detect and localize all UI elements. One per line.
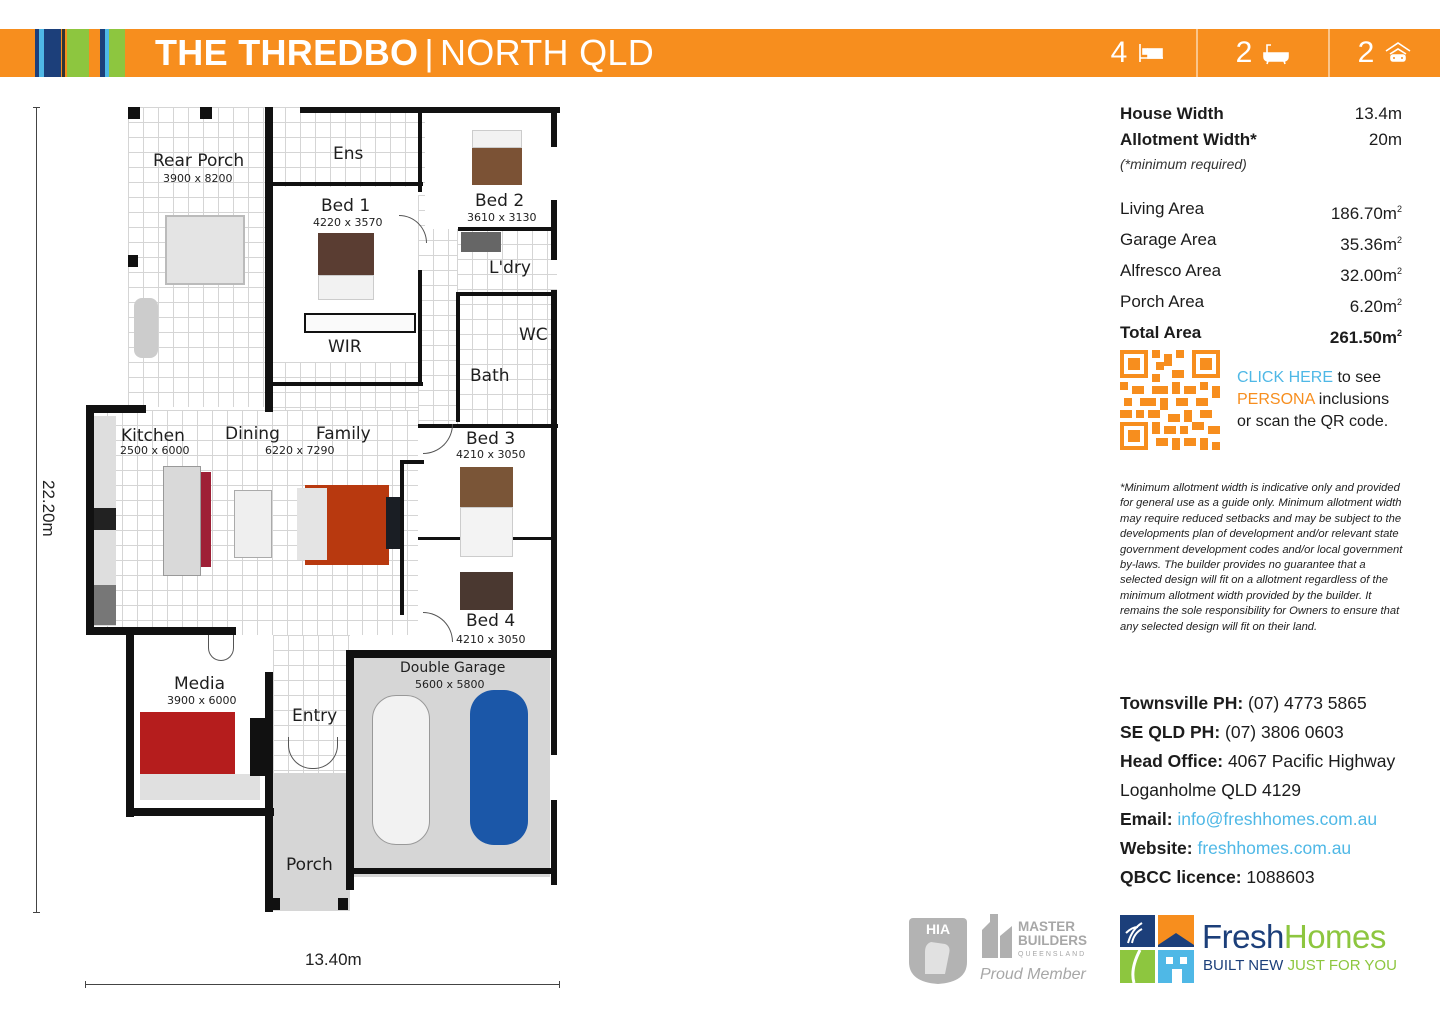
room-laundry: L'dry [489, 258, 531, 278]
room-garage: Double Garage [400, 660, 506, 676]
email-link[interactable]: info@freshhomes.com.au [1177, 809, 1378, 829]
click-here-link[interactable]: CLICK HERE [1237, 369, 1334, 386]
room-rear-porch-dims: 3900 x 8200 [163, 172, 233, 185]
family-tv [386, 497, 400, 549]
allotment-width-value: 20m [1368, 130, 1402, 149]
area-row-alfresco [1120, 258, 1402, 289]
design-name: THE THREDBO [155, 32, 419, 73]
room-bath: Bath [470, 366, 510, 386]
area-row-porch [1120, 289, 1402, 320]
area-label: Alfresco Area [1120, 261, 1222, 280]
allotment-width-label: Allotment Width* [1120, 130, 1257, 149]
area-table [1120, 196, 1402, 351]
total-area-value: $261.50m^2$ [1329, 328, 1402, 347]
stat-bedrooms [1080, 29, 1196, 77]
room-entry: Entry [292, 706, 338, 726]
area-row-garage [1120, 227, 1402, 258]
bed-icon [1137, 41, 1165, 65]
stat-bathrooms [1196, 29, 1328, 77]
room-kitchen: Kitchen [121, 426, 185, 446]
area-value: $35.36m^2$ [1340, 235, 1402, 254]
fresh-homes-tagline: BUILT NEW JUST FOR YOU [1203, 957, 1397, 974]
fresh-homes-logo-icon [1120, 915, 1194, 983]
media-rug [140, 712, 235, 774]
area-value: $186.70m^2$ [1330, 204, 1402, 223]
svg-text:HIA: HIA [925, 921, 951, 937]
townsville-phone: Townsville PH: (07) 4773 5865 [1120, 693, 1367, 713]
bathrooms-count: 2 [1235, 36, 1253, 69]
dimensions-summary [1120, 101, 1402, 175]
laundry-machine [461, 232, 501, 252]
head-office: Head Office: 4067 Pacific Highway [1120, 751, 1396, 771]
blue-car [470, 690, 528, 845]
white-car [372, 695, 430, 845]
family-sofa [297, 488, 327, 560]
house-width-label: House Width [1120, 104, 1224, 123]
porch-floor [270, 773, 350, 911]
master-builders-logo: MASTER BUILDERS QUEENSLAND Proud Member [980, 914, 1090, 990]
bed4-bed [460, 572, 513, 610]
room-bed4-dims: 4210 x 3050 [456, 633, 526, 646]
room-bed3: Bed 3 [466, 429, 516, 449]
room-ensuite: Ens [333, 144, 364, 164]
room-bed2: Bed 2 [475, 191, 525, 211]
allotment-note: (*minimum required) [1120, 156, 1247, 172]
room-bed1-dims: 4220 x 3570 [313, 216, 383, 229]
width-dimension-line [85, 984, 560, 985]
garage-car-icon [1384, 41, 1412, 65]
contact-details [1120, 689, 1420, 892]
room-bed4: Bed 4 [466, 611, 516, 631]
room-media: Media [174, 674, 226, 694]
master-builders-icon [980, 914, 1014, 958]
persona-text: PERSONA [1237, 391, 1315, 408]
stat-garage [1328, 29, 1440, 77]
wir-shelving [304, 313, 416, 333]
title-bar [0, 29, 1440, 77]
area-value: $6.20m^2$ [1349, 297, 1402, 316]
room-rear-porch: Rear Porch [153, 151, 245, 171]
qr-caption: CLICK HERE to see PERSONA inclusions or scan the QR code. [1237, 369, 1390, 430]
qbcc-row: QBCC licence: 1088603 [1120, 867, 1315, 887]
area-label: Porch Area [1120, 292, 1205, 311]
website-row: Website: freshhomes.com.au [1120, 838, 1352, 858]
area-row-total [1120, 320, 1402, 351]
total-area-label: Total Area [1120, 323, 1202, 342]
room-bed1: Bed 1 [321, 196, 371, 216]
room-garage-dims: 5600 x 5800 [415, 678, 485, 691]
dining-table [234, 490, 272, 558]
rear-porch-bbq [134, 298, 158, 358]
depth-dimension: 22.20m [39, 480, 58, 537]
cooktop [94, 508, 116, 530]
qr-code[interactable] [1120, 350, 1220, 450]
media-sofa [140, 774, 260, 800]
room-wir: WIR [328, 337, 362, 357]
email-row: Email: info@freshhomes.com.au [1120, 809, 1378, 829]
room-bed3-dims: 4210 x 3050 [456, 448, 526, 461]
brand-stripes [35, 29, 125, 77]
media-tv [250, 718, 270, 776]
bed2-bed [472, 147, 522, 185]
fresh-homes-wordmark: FreshHomes [1202, 918, 1386, 955]
bar-stools [201, 472, 211, 567]
room-wc: WC [519, 325, 548, 345]
room-dining: Dining [225, 424, 280, 444]
head-office-line2: Loganholme QLD 4129 [1120, 780, 1301, 800]
room-media-dims: 3900 x 6000 [167, 694, 237, 707]
room-bed2-dims: 3610 x 3130 [467, 211, 537, 224]
area-value: $32.00m^2$ [1340, 266, 1402, 285]
house-width-value: 13.4m [1354, 104, 1402, 123]
room-kitchen-dims: 2500 x 6000 [120, 444, 190, 457]
area-row-living [1120, 196, 1402, 227]
house-width-row [1120, 101, 1402, 127]
kitchen-island [163, 466, 201, 576]
room-porch: Porch [286, 855, 333, 875]
room-living-dims: 6220 x 7290 [265, 444, 335, 457]
bedrooms-count: 4 [1110, 36, 1128, 69]
qr-section [1120, 350, 1389, 450]
bed1-bed [318, 233, 374, 275]
rear-porch-table [165, 215, 245, 285]
room-family: Family [316, 424, 371, 444]
width-dimension: 13.40m [305, 950, 362, 969]
website-link[interactable]: freshhomes.com.au [1197, 838, 1352, 858]
region-name: NORTH QLD [439, 32, 655, 73]
allotment-width-row [1120, 127, 1402, 153]
wir-area [270, 362, 425, 410]
seqld-phone: SE QLD PH: (07) 3806 0603 [1120, 722, 1344, 742]
garage-count: 2 [1357, 36, 1375, 69]
feature-stats [1080, 29, 1440, 77]
bed3-bed [460, 467, 513, 507]
pantry-fridge [94, 585, 116, 625]
area-label: Garage Area [1120, 230, 1217, 249]
bath-icon [1262, 41, 1290, 65]
disclaimer-text: *Minimum allotment width is indicative only and provided for general use as a guide only. Minimum allotment width may require reduced setbacks and may be subject to the developments plan of development and/or relevant state government development codes and/or local government by-laws. The builder provides no guarantee that a selected design will fit on a allotment regardless of the minimum allotment width provided by the builder. It remains the sole responsibility for Owners to ensure that any selected design will fit on their land. [1120, 482, 1403, 633]
page-title [155, 33, 654, 73]
hia-logo [907, 914, 969, 986]
area-label: Living Area [1120, 199, 1205, 218]
title-separator: | [424, 32, 434, 73]
